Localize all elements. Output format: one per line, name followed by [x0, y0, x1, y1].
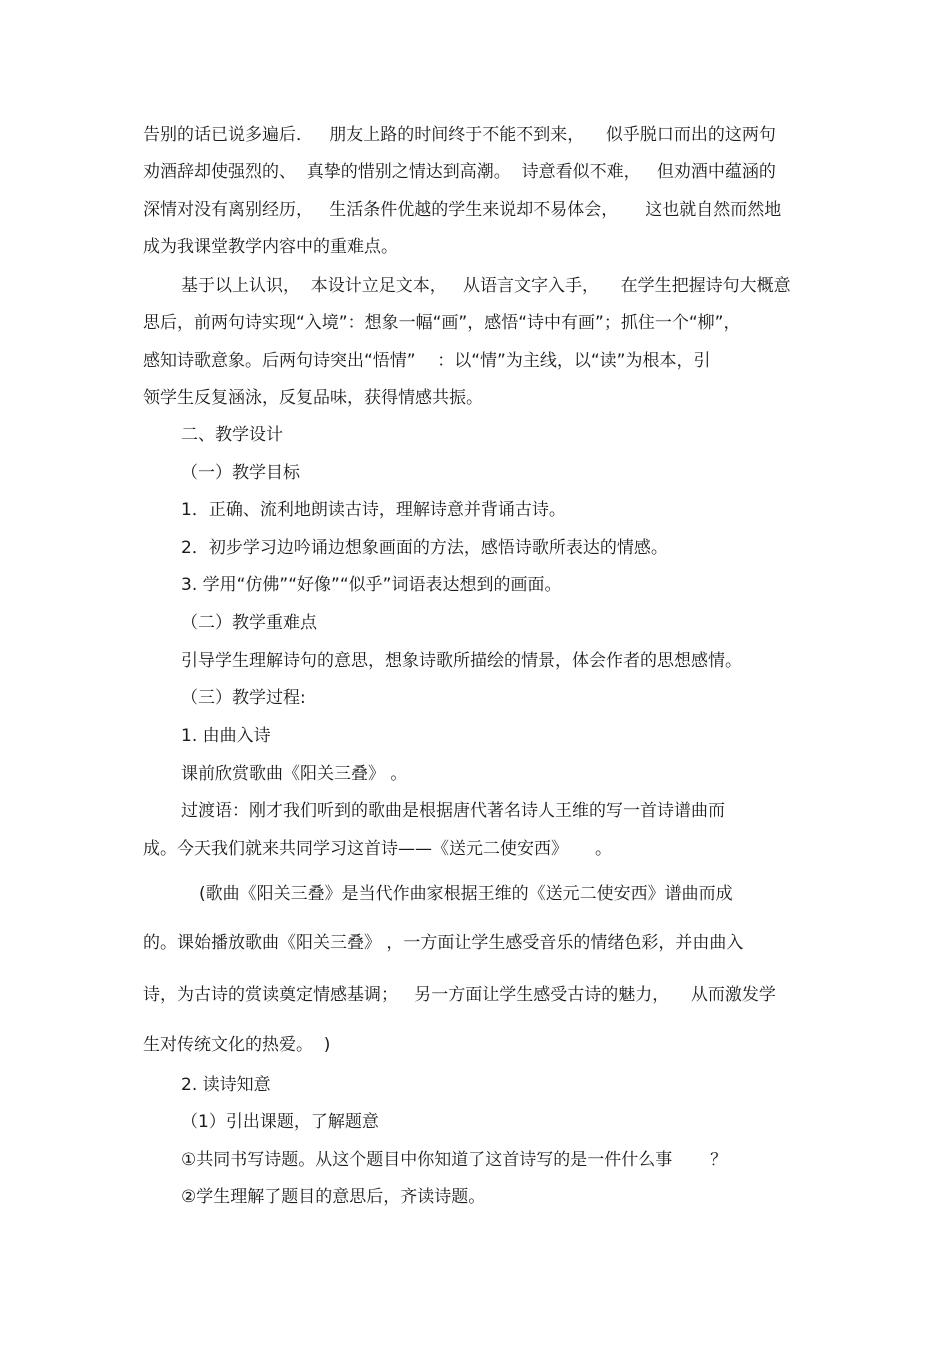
text-line: 思后，前两句诗实现“入境”：想象一幅“画”，感悟“诗中有画”；抓住一个“柳”，: [143, 313, 741, 333]
text-line: 课前欣赏歌曲《阳关三叠》 。: [181, 764, 408, 784]
text-line: ①共同书写诗题。从这个题目中你知道了这首诗写的是一件什么事 ？: [181, 1150, 728, 1170]
text-line: 生对传统文化的热爱。 ): [143, 1035, 331, 1055]
subsection-heading: （1）引出课题，了解题意: [181, 1112, 379, 1132]
text-line: 基于以上认识， 本设计立足文本， 从语言文字入手， 在学生把握诗句大概意: [181, 276, 791, 296]
subsection-heading: （二）教学重难点: [181, 613, 317, 633]
text-line: 成为我课堂教学内容中的重难点。: [143, 237, 398, 257]
step-heading: 2. 读诗知意: [181, 1075, 271, 1095]
subsection-heading: （三）教学过程:: [181, 688, 306, 708]
section-heading: 二、教学设计: [181, 425, 283, 445]
text-line: 成。今天我们就来共同学习这首诗——《送元二使安西》 。: [143, 839, 613, 859]
text-line: 感知诗歌意象。后两句诗突出“悟情” ：以“情”为主线，以“读”为根本，引: [143, 351, 711, 371]
list-item: 1．正确、流利地朗读古诗，理解诗意并背诵古诗。: [181, 500, 566, 520]
text-line: 告别的话已说多遍后． 朋友上路的时间终于不能不到来， 似乎脱口而出的这两句: [143, 125, 776, 145]
text-line: 引导学生理解诗句的意思，想象诗歌所描绘的情景，体会作者的思想感情。: [181, 651, 742, 671]
text-line: 的。课始播放歌曲《阳关三叠》 ，一方面让学生感受音乐的情绪色彩，并由曲入: [143, 933, 744, 953]
text-line: 过渡语：刚才我们听到的歌曲是根据唐代著名诗人王维的写一首诗谱曲而: [181, 801, 725, 821]
step-heading: 1. 由曲入诗: [181, 726, 271, 746]
text-line: (歌曲《阳关三叠》是当代作曲家根据王维的《送元二使安西》谱曲而成: [199, 884, 733, 904]
text-line: ②学生理解了题目的意思后，齐读诗题。: [181, 1187, 486, 1207]
subsection-heading: （一）教学目标: [181, 463, 300, 483]
list-item: 2．初步学习边吟诵边想象画面的方法，感悟诗歌所表达的情感。: [181, 538, 668, 558]
list-item: 3. 学用“仿佛”“好像”“似乎”词语表达想到的画面。: [181, 575, 562, 595]
text-line: 劝酒辞却使强烈的、 真挚的惜别之情达到高潮。 诗意看似不难， 但劝酒中蕴涵的: [143, 162, 776, 182]
text-line: 领学生反复涵泳，反复品味，获得情感共振。: [143, 388, 483, 408]
text-line: 深情对没有离别经历， 生活条件优越的学生来说却不易体会， 这也就自然而然地: [143, 200, 782, 220]
text-line: 诗，为古诗的赏读奠定情感基调； 另一方面让学生感受古诗的魅力， 从而激发学: [143, 985, 776, 1005]
